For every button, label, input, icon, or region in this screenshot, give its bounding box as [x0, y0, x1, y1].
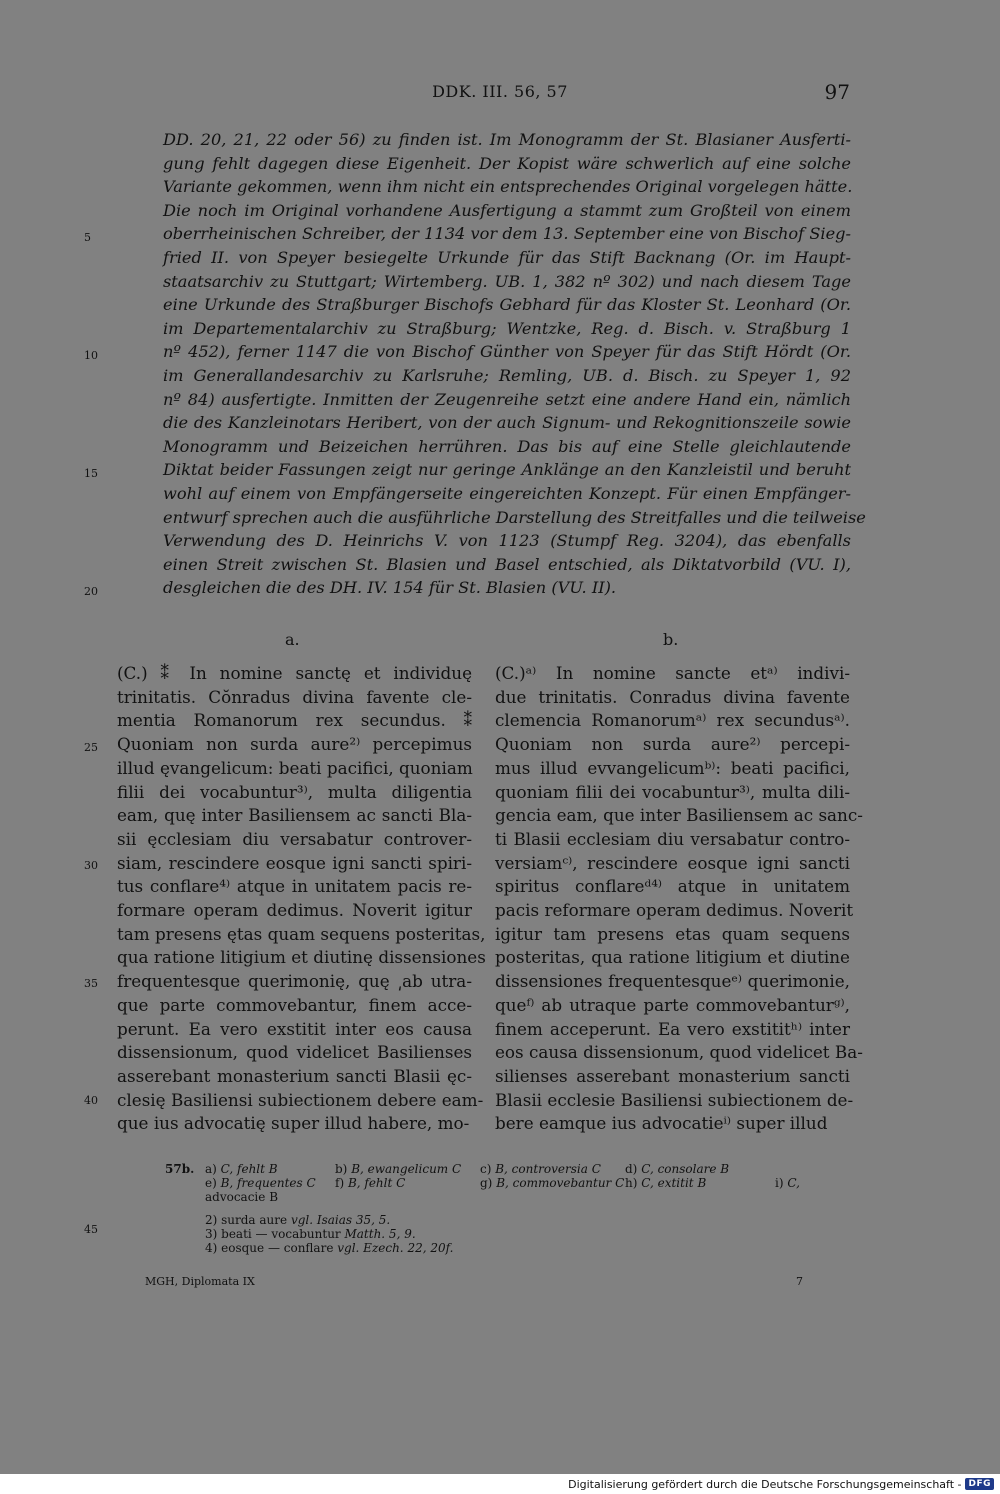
variant-row	[165, 1162, 855, 1176]
page-number: 97	[824, 80, 850, 104]
line-number: 30	[84, 859, 98, 872]
line-number: 10	[84, 349, 98, 362]
column-a-line: mentia Romanorum rex secundus. ⁑	[117, 710, 472, 731]
variant-note: i) C,	[775, 1176, 800, 1190]
intro-line: Diktat beider Fassungen zeigt nur geringe Anklänge an den Kanzleistil und beruht	[163, 460, 851, 480]
column-b-line: versiamᶜ⁾, rescindere eosque igni sancti	[495, 852, 850, 873]
apparatus-label: 57b.	[165, 1162, 195, 1176]
column-b-line: quoniam filii dei vocabuntur³⁾, multa dili-	[495, 781, 850, 802]
intro-line: gung fehlt dagegen diese Eigenheit. Der Kopist wäre schwerlich auf eine solche	[163, 153, 851, 173]
variant-note: c) B, controversia C	[480, 1162, 601, 1176]
line-number: 5	[84, 231, 91, 244]
variant-row	[165, 1176, 855, 1190]
intro-line: Monogramm und Beizeichen herrühren. Das bis auf eine Stelle gleichlautende	[163, 436, 851, 456]
footer-signature: 7	[796, 1275, 803, 1288]
column-a-line: dissensionum, quod videlicet Basilienses	[117, 1042, 472, 1063]
column-b-line: pacis reformare operam dedimus. Noverit	[495, 900, 854, 921]
column-b-line: eos causa dissensionum, quod videlicet Ba-	[495, 1042, 863, 1063]
column-b-line: finem acceperunt. Ea vero exstititʰ⁾ inter	[495, 1018, 850, 1039]
intro-commentary	[163, 128, 866, 600]
column-a-line: asserebant monasterium sancti Blasii ęc-	[117, 1065, 472, 1086]
column-b-line: gencia eam, que inter Basiliensem ac sanc-	[495, 805, 863, 826]
line-number: 40	[84, 1094, 98, 1107]
intro-line: nº 84) ausfertigte. Inmitten der Zeugenreihe setzt eine andere Hand ein, nämlich	[163, 389, 851, 409]
variant-note: a) C, fehlt B	[205, 1162, 278, 1176]
intro-line: DD. 20, 21, 22 oder 56) zu finden ist. Im Monogramm der St. Blasianer Ausferti-	[163, 130, 851, 149]
column-b-line: mus illud evvangelicumᵇ⁾: beati pacifici,	[495, 757, 850, 778]
column-b-line: (C.)ᵃ⁾ In nomine sancte etᵃ⁾ indivi-	[495, 663, 850, 683]
column-b-line: due trinitatis. Conradus divina favente	[495, 686, 850, 707]
column-a-line: (C.) ⁑ In nomine sanctę et individuę	[117, 663, 472, 683]
column-b-line: silienses asserebant monasterium sancti	[495, 1065, 850, 1086]
column-a-line: eam, quę inter Basiliensem ac sancti Bla-	[117, 805, 472, 826]
column-a-line: illud ęvangelicum: beati pacifici, quoniam	[117, 757, 473, 778]
intro-line: desgleichen die des DH. IV. 154 für St. Blasien (VU. II).	[163, 578, 617, 598]
line-number: 45	[84, 1223, 98, 1236]
intro-line: eine Urkunde des Straßburger Bischofs Gebhard für das Kloster St. Leonhard (Or.	[163, 295, 851, 315]
column-a-line: Quoniam non surda aure²⁾ percepimus	[117, 734, 472, 755]
column-a-line: frequentesque querimonię, quę ͵ab utra-	[117, 971, 472, 992]
text-column-a	[117, 662, 486, 1136]
intro-line: entwurf sprechen auch die ausführliche Darstellung des Streitfalles und die teilweise	[163, 507, 866, 527]
critical-apparatus	[165, 1162, 855, 1255]
line-number: 25	[84, 741, 98, 754]
column-a-line: trinitatis. Cŏnradus divina favente cle-	[117, 686, 472, 707]
column-a-line: siam, rescindere eosque igni sancti spiri-	[117, 852, 472, 873]
column-b-line: posteritas, qua ratione litigium et diutine	[495, 947, 850, 968]
variant-note: h) C, extitit B	[625, 1176, 707, 1190]
intro-line: staatsarchiv zu Stuttgart; Wirtemberg. UB. 1, 382 nº 302) und nach diesem Tage	[163, 271, 851, 291]
variant-tail: advocacie B	[205, 1190, 279, 1204]
running-header	[0, 80, 1000, 104]
dfg-logo: DFG	[965, 1478, 994, 1490]
column-b-line: Quoniam non surda aure²⁾ percepi-	[495, 734, 850, 755]
intro-line: im Departementalarchiv zu Straßburg; Wentzke, Reg. d. Bisch. v. Straßburg 1	[163, 318, 851, 338]
variant-note: g) B, commovebantur C	[480, 1176, 625, 1190]
intro-line: Die noch im Original vorhandene Ausfertigung a stammt zum Großteil von einem	[163, 200, 851, 220]
column-heading-b: b.	[663, 630, 679, 649]
column-a-line: que ius advocatię super illud habere, mo-	[117, 1113, 470, 1134]
intro-line: oberrheinischen Schreiber, der 1134 vor dem 13. September eine von Bischof Sieg-	[163, 224, 851, 244]
intro-line: die des Kanzleinotars Heribert, von der auch Signum- und Rekognitionszeile sowie	[163, 413, 851, 433]
column-b-line: ti Blasii ecclesiam diu versabatur contro-	[495, 828, 850, 849]
source-note: 3) beati — vocabuntur Matth. 5, 9.	[205, 1227, 416, 1241]
funding-banner	[568, 1476, 994, 1492]
intro-line: wohl auf einem von Empfängerseite eingereichten Konzept. Für einen Empfänger-	[163, 483, 851, 503]
text-column-b	[495, 662, 863, 1136]
column-a-line: formare operam dedimus. Noverit igitur	[117, 900, 472, 921]
funding-text: Digitalisierung gefördert durch die Deutsche Forschungsgemeinschaft -	[568, 1477, 962, 1491]
column-a-line: tus conflare⁴⁾ atque in unitatem pacis re-	[117, 876, 472, 897]
variant-note: d) C, consolare B	[625, 1162, 730, 1176]
column-a-line: sii ęcclesiam diu versabatur controver-	[117, 828, 472, 849]
line-number: 15	[84, 467, 98, 480]
column-a-line: que parte commovebantur, finem acce-	[117, 994, 472, 1015]
intro-line: Variante gekommen, wenn ihm nicht ein entsprechendes Original vorgelegen hätte.	[163, 177, 853, 197]
footer-series: MGH, Diplomata IX	[145, 1275, 255, 1288]
intro-line: nº 452), ferner 1147 die von Bischof Günther von Speyer für das Stift Hördt (Or.	[163, 342, 851, 362]
column-a-line: perunt. Ea vero exstitit inter eos causa	[117, 1018, 472, 1039]
line-number: 35	[84, 977, 98, 990]
source-note: 4) eosque — conflare vgl. Ezech. 22, 20f.	[205, 1241, 454, 1255]
column-b-line: igitur tam presens etas quam sequens	[495, 923, 850, 944]
intro-line: einen Streit zwischen St. Blasien und Basel entschied, als Diktatvorbild (VU. I),	[163, 554, 851, 574]
column-a-line: filii dei vocabuntur³⁾, multa diligentia	[117, 781, 472, 802]
column-b-line: spiritus conflareᵈ⁴⁾ atque in unitatem	[495, 876, 850, 897]
variant-note: b) B, ewangelicum C	[335, 1162, 462, 1176]
running-title: DDK. III. 56, 57	[432, 82, 568, 101]
column-a-line: clesię Basiliensi subiectionem debere eam-	[117, 1089, 484, 1110]
intro-line: im Generallandesarchiv zu Karlsruhe; Remling, UB. d. Bisch. zu Speyer 1, 92	[163, 365, 851, 385]
variant-note: f) B, fehlt C	[335, 1176, 406, 1190]
column-b-line: queᶠ⁾ ab utraque parte commovebanturᵍ⁾,	[495, 994, 850, 1015]
variant-note: e) B, frequentes C	[205, 1176, 316, 1190]
line-number: 20	[84, 585, 98, 598]
column-b-line: bere eamque ius advocatieⁱ⁾ super illud	[495, 1113, 828, 1134]
intro-line: fried II. von Speyer besiegelte Urkunde für das Stift Backnang (Or. im Haupt-	[163, 247, 851, 267]
column-a-line: tam presens ętas quam sequens posteritas,	[117, 923, 486, 944]
column-b-line: clemencia Romanorumᵃ⁾ rex secundusᵃ⁾.	[495, 710, 850, 731]
column-b-line: Blasii ecclesie Basiliensi subiectionem de-	[495, 1089, 854, 1110]
column-a-line: qua ratione litigium et diutinę dissensiones	[117, 947, 486, 968]
column-heading-a: a.	[285, 630, 300, 649]
column-b-line: dissensiones frequentesqueᵉ⁾ querimonie,	[495, 971, 850, 992]
intro-line: Verwendung des D. Heinrichs V. von 1123 (Stumpf Reg. 3204), das ebenfalls	[163, 531, 851, 551]
source-note: 2) surda aure vgl. Isaias 35, 5.	[205, 1213, 391, 1227]
